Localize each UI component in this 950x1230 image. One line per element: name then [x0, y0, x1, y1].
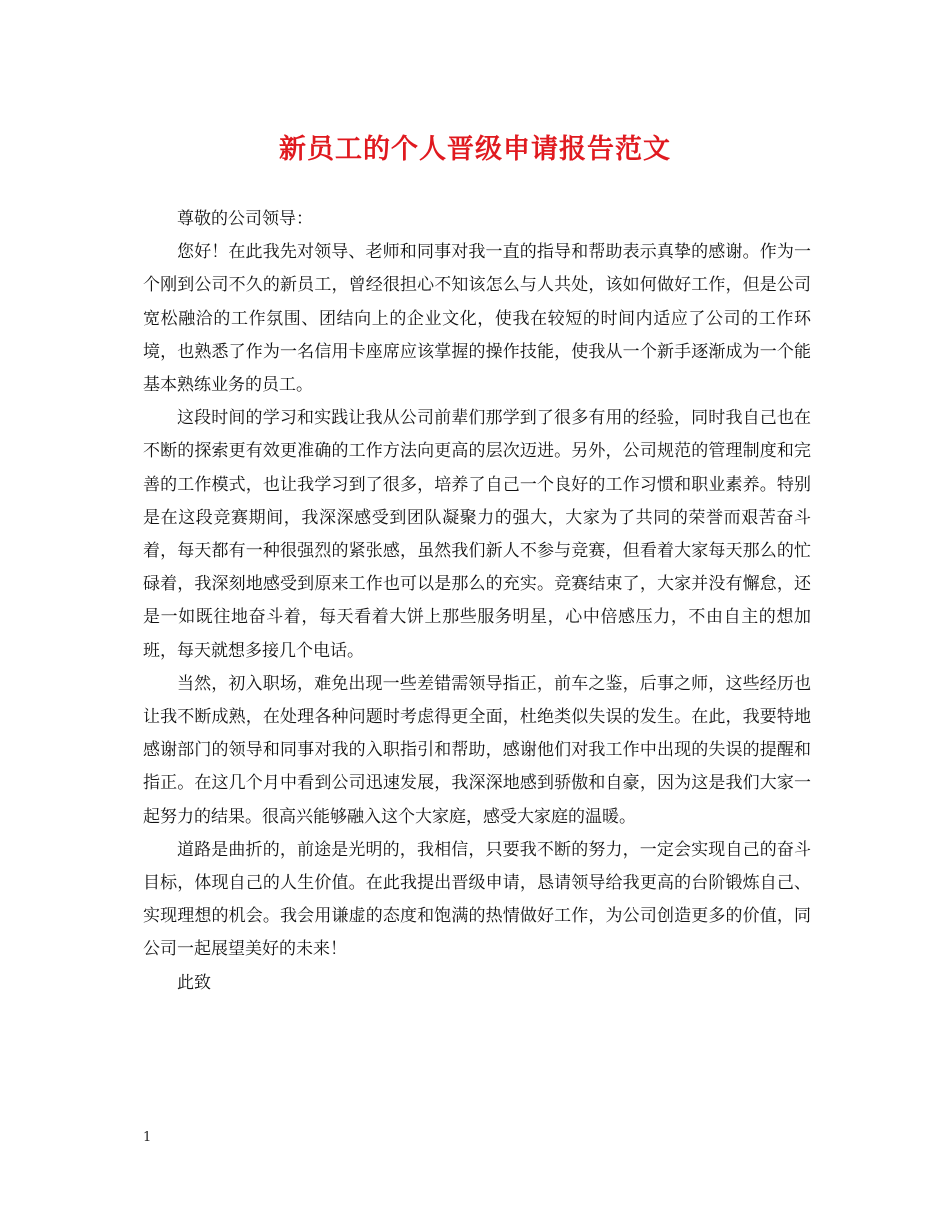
document-body — [143, 203, 811, 1000]
salutation: 尊敬的公司领导： — [177, 209, 313, 229]
paragraph-application: 道路是曲折的，前途是光明的，我相信，只要我不断的努力，一定会实现自己的奋斗目标，体现自己的人生价值。在此我提出晋级申请，恳请领导给我更高的台阶锻炼自己、实现理想的机会。我会用谦虚的态度和饱满的热情做好工作，为公司创造更多的价值，同公司一起展望美好的未来！ — [143, 839, 811, 960]
paragraph-growth: 当然，初入职场，难免出现一些差错需领导指正，前车之鉴，后事之师，这些经历也让我不断成熟，在处理各种问题时考虑得更全面，杜绝类似失误的发生。在此，我要特地感谢部门的领导和同事对我的入职指引和帮助，感谢他们对我工作中出现的失误的提醒和指正。在这几个月中看到公司迅速发展，我深深地感到骄傲和自豪，因为这是我们大家一起努力的结果。很高兴能够融入这个大家庭，感受大家庭的温暖。 — [143, 673, 811, 827]
paragraph-learning: 这段时间的学习和实践让我从公司前辈们那学到了很多有用的经验，同时我自己也在不断的探索更有效更准确的工作方法向更高的层次迈进。另外，公司规范的管理制度和完善的工作模式，也让我学习到了很多，培养了自己一个良好的工作习惯和职业素养。特别是在这段竞赛期间，我深深感受到团队凝聚力的强大，大家为了共同的荣誉而艰苦奋斗着，每天都有一种很强烈的紧张感，虽然我们新人不参与竞赛，但看着大家每天那么的忙碌着，我深刻地感受到原来工作也可以是那么的充实。竞赛结束了，大家并没有懈怠，还是一如既往地奋斗着，每天看着大饼上那些服务明星，心中倍感压力，不由自主的想加班，每天就想多接几个电话。 — [143, 408, 811, 661]
document-title: 新员工的个人晋级申请报告范文 — [279, 134, 671, 165]
page-number: 1 — [143, 1130, 152, 1145]
closing: 此致 — [177, 972, 211, 993]
paragraph-greeting: 您好！在此我先对领导、老师和同事对我一直的指导和帮助表示真挚的感谢。作为一个刚到公司不久的新员工，曾经很担心不知该怎么与人共处，该如何做好工作，但是公司宽松融洽的工作氛围、团结向上的企业文化，使我在较短的时间内适应了公司的工作环境，也熟悉了作为一名信用卡座席应该掌握的操作技能，使我从一个新手逐渐成为一个能基本熟练业务的员工。 — [143, 242, 811, 396]
